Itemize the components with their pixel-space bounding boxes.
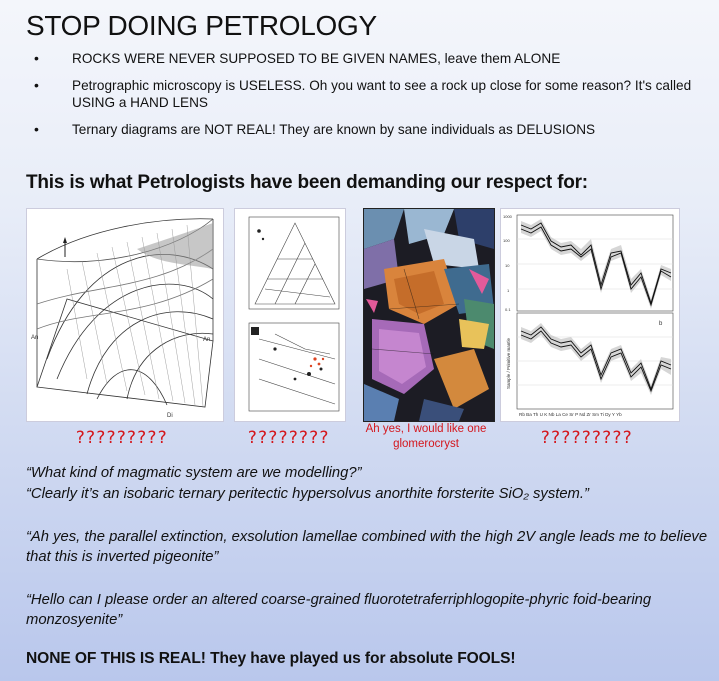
footer-punchline: NONE OF THIS IS REAL! They have played us for absolute FOOLS! bbox=[26, 650, 516, 667]
spider-diagram-image bbox=[500, 208, 680, 422]
bullet-item bbox=[22, 121, 702, 138]
classification-plots-image bbox=[234, 208, 346, 422]
quote-line: “Ah yes, the parallel extinction, exsolution lamellae combined with the high 2V angle leads me to believe that this is inverted pigeonite” bbox=[26, 529, 708, 565]
page-title: STOP DOING PETROLOGY bbox=[26, 10, 377, 41]
ternary-left-label: An bbox=[31, 335, 39, 341]
thin-section-photomicrograph bbox=[363, 208, 495, 422]
ternary-right-label: An bbox=[203, 337, 211, 343]
ternary-bottom-label: Di bbox=[167, 413, 173, 419]
ternary-3d-diagram-image bbox=[26, 208, 224, 422]
spider-tick: 0.1 bbox=[505, 307, 511, 312]
bullet-item bbox=[22, 77, 702, 111]
caption-question-marks: ????????? bbox=[75, 428, 168, 448]
bullet-list bbox=[22, 50, 702, 138]
bullet-item bbox=[22, 50, 702, 67]
spider-element-labels: Rb Ba Th U K Nb La Ce Sr P Nd Zr Sm Ti Dy Y Yb bbox=[519, 412, 622, 417]
bullet-dot-icon: • bbox=[34, 121, 39, 137]
photomicrograph-drawing bbox=[364, 209, 494, 421]
bullet-text: Ternary diagrams are NOT REAL! They are known by sane individuals as DELUSIONS bbox=[72, 122, 596, 137]
spider-diagram-drawing bbox=[501, 209, 679, 421]
quote-line: “Hello can I please order an altered coarse-grained fluorotetraferriphlogopite-phyric foid-bearing monzosyenite” bbox=[26, 592, 652, 628]
spider-panel-b-label: b bbox=[659, 321, 663, 327]
spider-tick: 10 bbox=[505, 263, 510, 268]
spider-tick: 1000 bbox=[503, 214, 512, 219]
subheading: This is what Petrologists have been demanding our respect for: bbox=[26, 172, 588, 193]
bullet-dot-icon: • bbox=[34, 50, 39, 66]
bullet-dot-icon: • bbox=[34, 77, 39, 93]
ternary-3d-diagram-drawing bbox=[27, 209, 223, 421]
bullet-text: Petrographic microscopy is USELESS. Oh you want to see a rock up close for some reason? It's called USING a HAND LENS bbox=[72, 78, 692, 110]
caption-question-marks: ???????? bbox=[247, 428, 329, 448]
spider-tick: 100 bbox=[503, 238, 510, 243]
bullet-text: ROCKS WERE NEVER SUPPOSED TO BE GIVEN NAMES, leave them ALONE bbox=[72, 51, 561, 66]
caption-question-marks: ????????? bbox=[540, 428, 633, 448]
spider-axis-label: Sample / Primitive mantle bbox=[506, 337, 511, 389]
caption-glomerocryst: Ah yes, I would like one glomerocryst bbox=[365, 423, 487, 450]
classification-plots-drawing bbox=[235, 209, 345, 421]
quote-line: “What kind of magmatic system are we modelling?” bbox=[26, 465, 362, 481]
spider-tick: 1 bbox=[507, 288, 510, 293]
quote-line: “Clearly it’s an isobaric ternary peritectic hypersolvus anorthite forsterite SiO₂ system.” bbox=[26, 486, 589, 502]
